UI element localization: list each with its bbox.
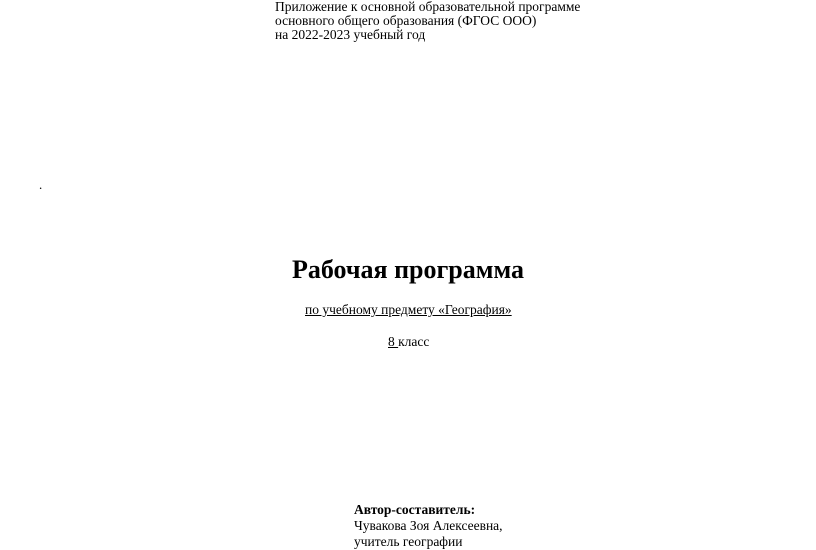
appendix-line-2: основного общего образования (ФГОС ООО): [275, 13, 537, 28]
subject-line: по учебному предмету «География»: [305, 302, 512, 317]
author-label: Автор-составитель:: [354, 502, 476, 517]
author-position: учитель географии: [354, 534, 463, 549]
appendix-header: [275, 0, 580, 42]
appendix-line-3: на 2022-2023 учебный год: [275, 27, 426, 42]
appendix-line-1: Приложение к основной образовательной программе: [275, 0, 581, 14]
author-name: Чувакова Зоя Алексеевна,: [354, 518, 503, 533]
grade-line: [388, 334, 429, 350]
author-block: [354, 502, 503, 550]
grade-number: 8: [388, 334, 399, 349]
stray-dot: .: [39, 177, 43, 192]
page-title: Рабочая программа: [291, 255, 525, 284]
grade-word: класс: [398, 334, 430, 349]
